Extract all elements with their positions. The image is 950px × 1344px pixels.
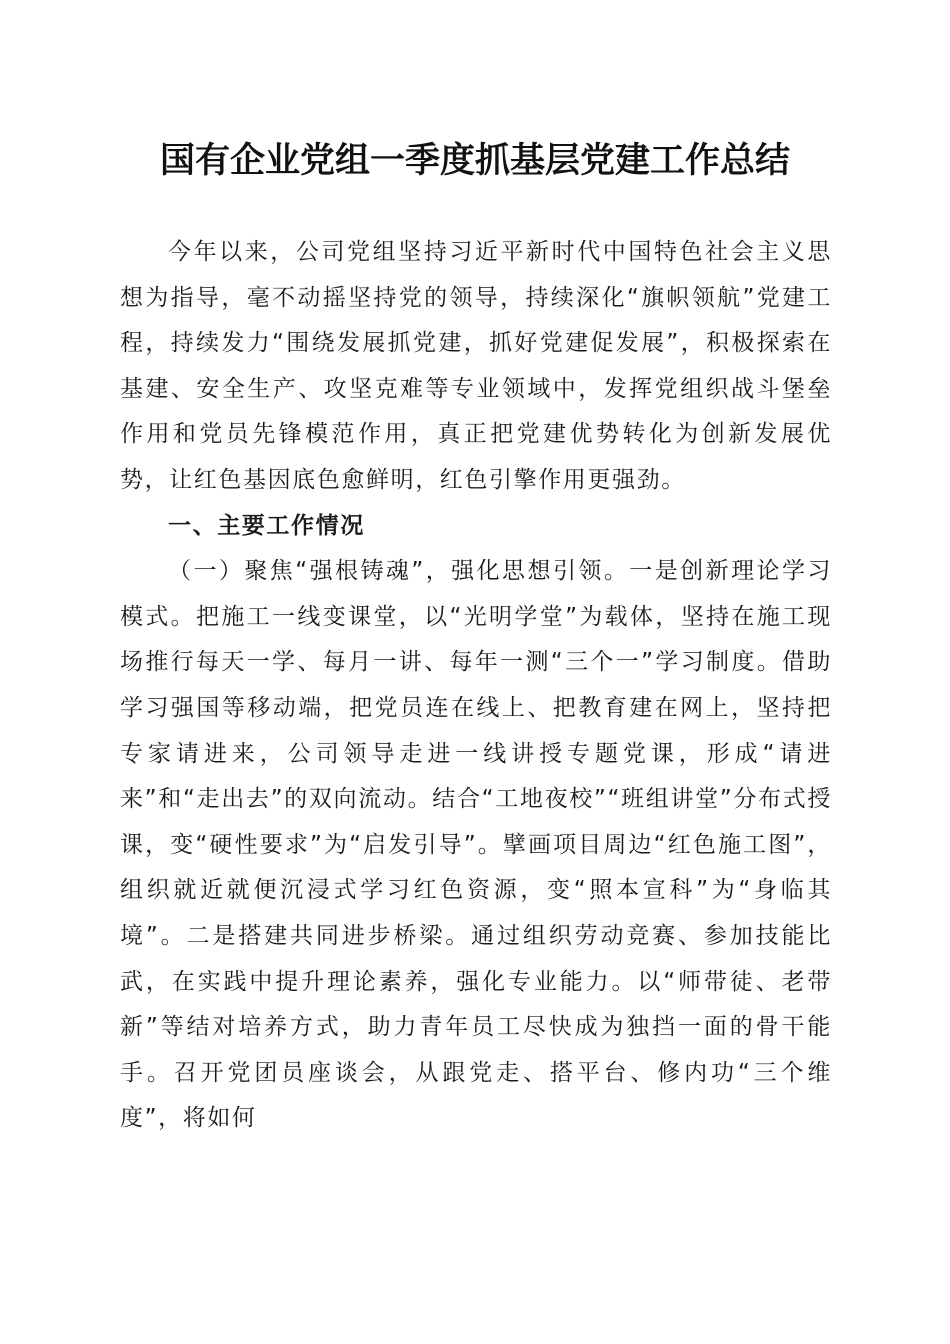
section-heading: 一、主要工作情况 [168,512,365,539]
document-body [120,230,832,1142]
section-paragraph: （一）聚焦“强根铸魂”，强化思想引领。一是创新理论学习模式。把施工一线变课堂，以“光明学堂”为载体，坚持在施工现场推行每天一学、每月一讲、每年一测“三个一”学习制度。借助学习强国等移动端，把党员连在线上、把教育建在网上，坚持把专家请进来，公司领导走进一线讲授专题党课，形成“请进来”和“走出去”的双向流动。结合“工地夜校”“班组讲堂”分布式授课，变“硬性要求”为“启发引导”。擘画项目周边“红色施工图”，组织就近就便沉浸式学习红色资源，变“照本宣科”为“身临其境”。二是搭建共同进步桥梁。通过组织劳动竞赛、参加技能比武，在实践中提升理论素养，强化专业能力。以“师带徒、老带新”等结对培养方式，助力青年员工尽快成为独挡一面的骨干能手。召开党团员座谈会，从跟党走、搭平台、修内功“三个维度”，将如何 [120,558,832,1132]
intro-paragraph: 今年以来，公司党组坚持习近平新时代中国特色社会主义思想为指导，毫不动摇坚持党的领导，持续深化“旗帜领航”党建工程，持续发力“围绕发展抓党建，抓好党建促发展”，积极探索在基建、安全生产、攻坚克难等专业领域中，发挥党组织战斗堡垒作用和党员先锋模范作用，真正把党建优势转化为创新发展优势，让红色基因底色愈鲜明，红色引擎作用更强劲。 [120,239,832,493]
page-title: 国有企业党组一季度抓基层党建工作总结 [159,140,790,181]
